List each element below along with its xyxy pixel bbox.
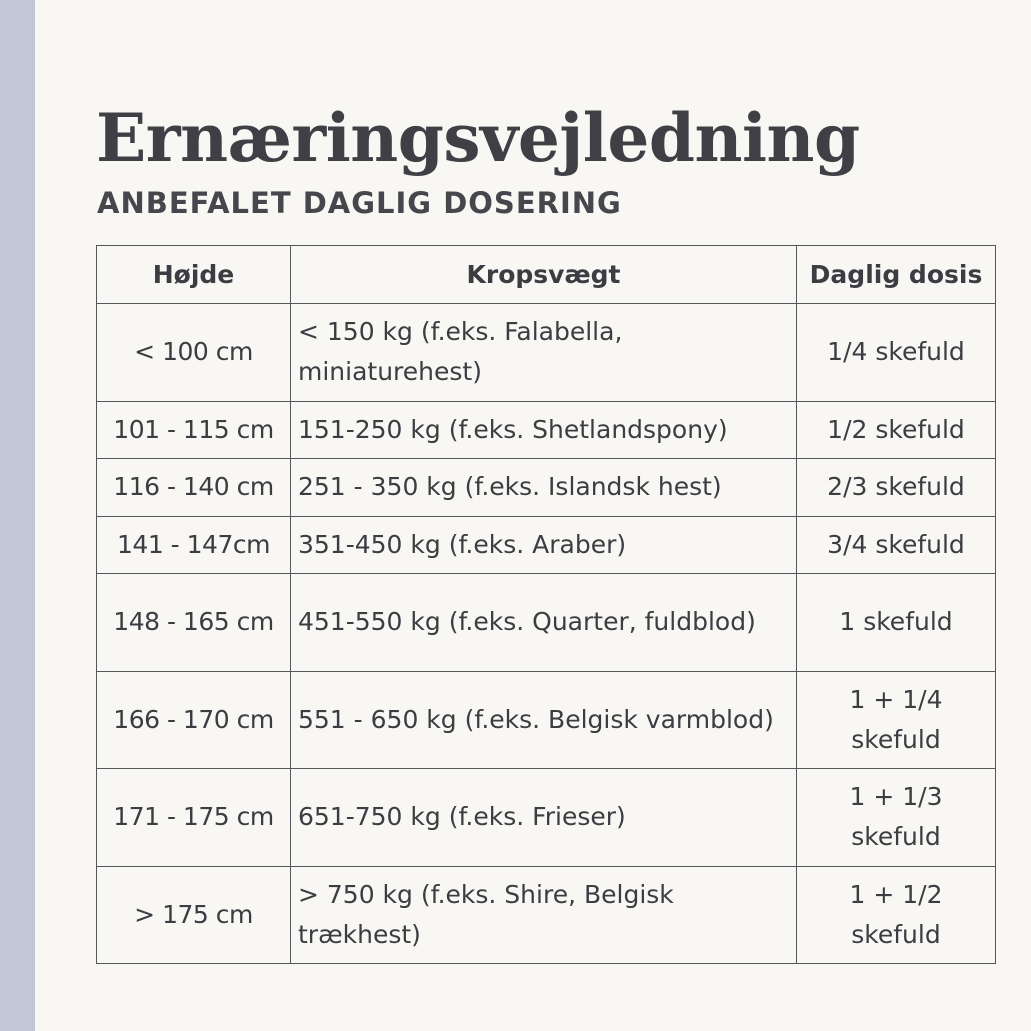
table-row	[97, 459, 996, 517]
dose-cell: 1 + 1/3 skefuld	[797, 769, 996, 867]
dosing-table	[96, 245, 996, 964]
weight-cell: 651-750 kg (f.eks. Frieser)	[291, 769, 797, 867]
weight-cell: < 150 kg (f.eks. Falabella, miniaturehest)	[291, 304, 797, 402]
height-cell: 171 - 175 cm	[97, 769, 291, 867]
table-header-row	[97, 246, 996, 304]
height-cell: 141 - 147cm	[97, 516, 291, 574]
column-header-weight: Kropsvægt	[291, 246, 797, 304]
dose-cell: 1/4 skefuld	[797, 304, 996, 402]
weight-cell: 351-450 kg (f.eks. Araber)	[291, 516, 797, 574]
dose-cell: 1 skefuld	[797, 574, 996, 672]
weight-cell: > 750 kg (f.eks. Shire, Belgisk trækhest)	[291, 866, 797, 964]
table-row	[97, 866, 996, 964]
dose-cell: 3/4 skefuld	[797, 516, 996, 574]
column-header-height: Højde	[97, 246, 291, 304]
table-row	[97, 574, 996, 672]
page-subtitle: ANBEFALET DAGLIG DOSERING	[97, 186, 622, 220]
height-cell: 148 - 165 cm	[97, 574, 291, 672]
table-row	[97, 671, 996, 769]
side-strip	[0, 0, 35, 1031]
table-row	[97, 401, 996, 459]
table-row	[97, 516, 996, 574]
table-row	[97, 304, 996, 402]
dose-cell: 1 + 1/2 skefuld	[797, 866, 996, 964]
dose-cell: 1 + 1/4 skefuld	[797, 671, 996, 769]
height-cell: > 175 cm	[97, 866, 291, 964]
weight-cell: 151-250 kg (f.eks. Shetlandspony)	[291, 401, 797, 459]
height-cell: < 100 cm	[97, 304, 291, 402]
column-header-dose: Daglig dosis	[797, 246, 996, 304]
page-title: Ernæringsvejledning	[96, 99, 860, 177]
height-cell: 101 - 115 cm	[97, 401, 291, 459]
weight-cell: 551 - 650 kg (f.eks. Belgisk varmblod)	[291, 671, 797, 769]
weight-cell: 251 - 350 kg (f.eks. Islandsk hest)	[291, 459, 797, 517]
table-row	[97, 769, 996, 867]
height-cell: 166 - 170 cm	[97, 671, 291, 769]
height-cell: 116 - 140 cm	[97, 459, 291, 517]
weight-cell: 451-550 kg (f.eks. Quarter, fuldblod)	[291, 574, 797, 672]
dose-cell: 1/2 skefuld	[797, 401, 996, 459]
dose-cell: 2/3 skefuld	[797, 459, 996, 517]
